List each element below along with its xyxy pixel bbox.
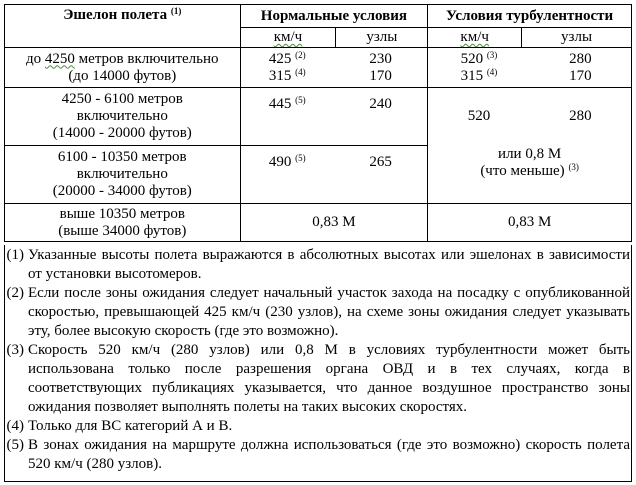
footnote-item: (2) Если после зоны ожидания следует начальный участок захода на посадку с опубликованной скоростью, превышающей 425 км/ч (230 узлов), на схеме зоны ожидания следует указывать эту, более высокую скорость (где это возможно). — [6, 285, 630, 339]
kmh-normal-header: км/ч — [240, 28, 336, 48]
flight-level-cell: 6100 - 10350 метров включительно (20000 - 34000 футов) — [5, 146, 241, 204]
flight-level-m: до 4250 метров включительно — [26, 50, 219, 67]
footnote-item: (5) В зонах ожидания на маршруте должна использоваться (где это возможно) скорость полета 520 км/ч (280 узлов). — [6, 437, 630, 472]
turbulence-conditions-header: Условия турбулентности — [428, 5, 632, 28]
normal-speeds-cell: 425 $^{(2)}$ 230 315 $^{(4)}$ 170 — [240, 48, 428, 88]
normal-speeds-cell: 490 $^{(5)}$ 265 — [240, 146, 428, 204]
normal-speeds-cell: 445 $^{(5)}$ 240 — [240, 88, 428, 146]
footnote-ref: (1) — [170, 6, 182, 16]
kmh-turb-header: км/ч — [428, 28, 522, 48]
turb-merged-cell: 520 280 или 0,8 М (что меньше) $^{(3)}$ — [428, 88, 632, 204]
normal-conditions-header: Нормальные условия — [240, 5, 428, 28]
turb-speeds-cell: 520 $^{(3)}$ 280 315 $^{(4)}$ 170 — [428, 48, 632, 88]
flight-level-header-label: Эшелон полета — [63, 7, 168, 23]
footnotes-border — [4, 245, 632, 482]
turb-mach-cell: 0,83 М — [428, 204, 632, 242]
flight-level-ft: (до 14000 футов) — [68, 67, 177, 84]
flight-level-cell — [5, 48, 241, 88]
flight-level-cell: 4250 - 6100 метров включительно (14000 - 20000 футов) — [5, 88, 241, 146]
table-row — [5, 88, 632, 146]
flight-level-header — [5, 5, 241, 48]
normal-mach-cell: 0,83 М — [240, 204, 428, 242]
table-row — [5, 48, 632, 88]
flight-level-cell: выше 10350 метров (выше 34000 футов) — [5, 204, 241, 242]
footnote-item: (4) Только для ВС категорий А и В. — [6, 418, 233, 434]
knots-normal-header: узлы — [336, 28, 428, 48]
footnote-item: (3) Скорость 520 км/ч (280 узлов) или 0,8 М в условиях турбулентности может быть использована только после разрешения органа ОВД и в тех случаях, когда в соответствующих публикациях указывается, что данное воздушное пространство зоны ожидания позволяет выполнять полеты на таких высоких скоростях. — [6, 342, 630, 415]
header-row — [5, 5, 632, 28]
knots-turb-header: узлы — [522, 28, 632, 48]
footnote-item: (1) Указанные высоты полета выражаются в абсолютных высотах или эшелонах в зависимости от установки высотомеров. — [6, 247, 630, 282]
holding-speed-table — [4, 4, 632, 242]
table-row — [5, 204, 632, 242]
